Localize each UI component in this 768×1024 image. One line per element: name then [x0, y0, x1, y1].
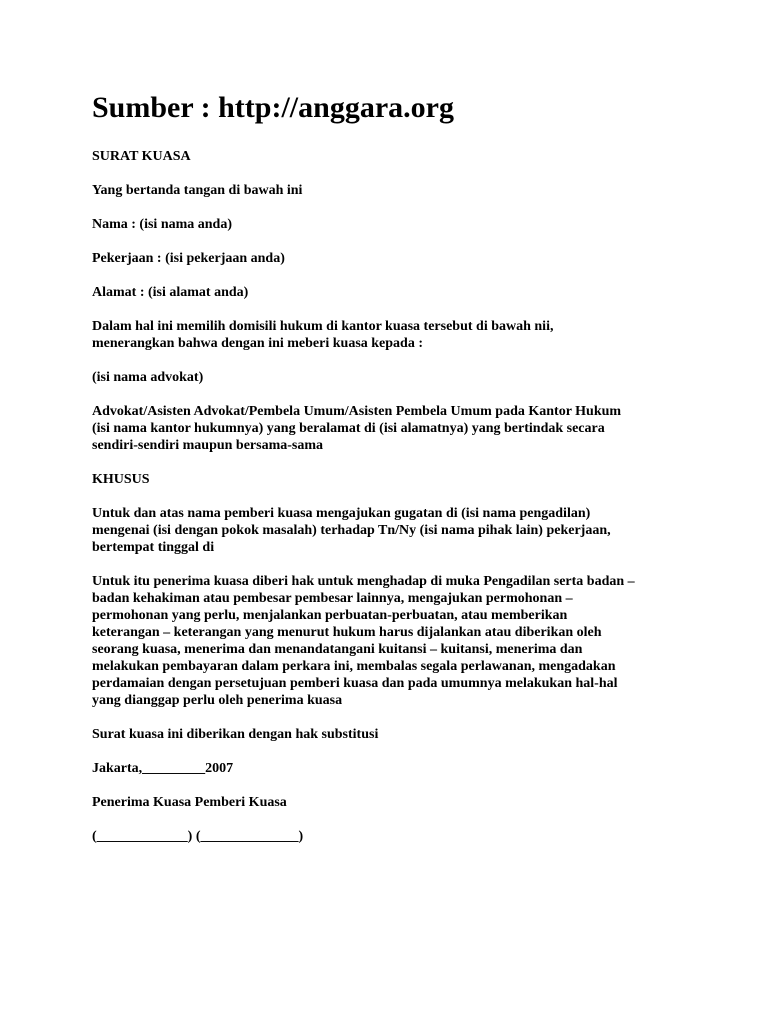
letter-title: SURAT KUASA: [92, 149, 191, 164]
paragraph-line: seorang kuasa, menerima dan menandatangani kuitansi – kuitansi, menerima dan: [92, 642, 583, 657]
occupation-field-line: Pekerjaan : (isi pekerjaan anda): [92, 251, 285, 266]
paragraph-line: Advokat/Asisten Advokat/Pembela Umum/Asisten Pembela Umum pada Kantor Hukum: [92, 404, 622, 419]
paragraph-line: melakukan pembayaran dalam perkara ini, membalas segala perlawanan, mengadakan: [92, 659, 616, 674]
paragraph-line: yang dianggap perlu oleh penerima kuasa: [92, 693, 343, 708]
paragraph-line: mengenai (isi dengan pokok masalah) terhadap Tn/Ny (isi nama pihak lain) pekerjaan,: [92, 523, 611, 538]
place-date-line: Jakarta,_________2007: [92, 761, 234, 776]
rights-paragraph: [92, 573, 672, 709]
advocate-name-line: (isi nama advokat): [92, 370, 204, 385]
name-field-line: Nama : (isi nama anda): [92, 217, 233, 232]
substitution-line: Surat kuasa ini diberikan dengan hak substitusi: [92, 727, 379, 742]
special-heading: KHUSUS: [92, 472, 150, 487]
paragraph-line: Dalam hal ini memilih domisili hukum di kantor kuasa tersebut di bawah nii,: [92, 319, 554, 334]
paragraph-line: permohonan yang perlu, menjalankan perbuatan-perbuatan, atau memberikan: [92, 608, 568, 623]
paragraph-line: (isi nama kantor hukumnya) yang beralamat di (isi alamatnya) yang bertindak secara: [92, 421, 605, 436]
paragraph-line: bertempat tinggal di: [92, 540, 215, 555]
lawsuit-paragraph: [92, 505, 672, 556]
document-body: [92, 90, 672, 862]
paragraph-line: menerangkan bahwa dengan ini meberi kuasa kepada :: [92, 336, 424, 351]
paragraph-line: perdamaian dengan persetujuan pemberi kuasa dan pada umumnya melakukan hal-hal: [92, 676, 618, 691]
paragraph-line: badan kehakiman atau pembesar pembesar lainnya, mengajukan permohonan –: [92, 591, 573, 606]
paragraph-line: Untuk itu penerima kuasa diberi hak untuk menghadap di muka Pengadilan serta badan –: [92, 574, 635, 589]
paragraph-line: keterangan – keterangan yang menurut hukum harus dijalankan atau diberikan oleh: [92, 625, 602, 640]
paragraph-line: sendiri-sendiri maupun bersama-sama: [92, 438, 324, 453]
signatories-line: Penerima Kuasa Pemberi Kuasa: [92, 795, 287, 810]
advocate-paragraph: [92, 403, 672, 454]
intro-line: Yang bertanda tangan di bawah ini: [92, 183, 303, 198]
address-field-line: Alamat : (isi alamat anda): [92, 285, 249, 300]
signature-blanks: (_____________) (______________): [92, 829, 304, 844]
paragraph-line: Untuk dan atas nama pemberi kuasa mengajukan gugatan di (isi nama pengadilan): [92, 506, 591, 521]
domicile-paragraph: [92, 318, 672, 352]
source-heading: Sumber : http://anggara.org: [92, 91, 454, 124]
